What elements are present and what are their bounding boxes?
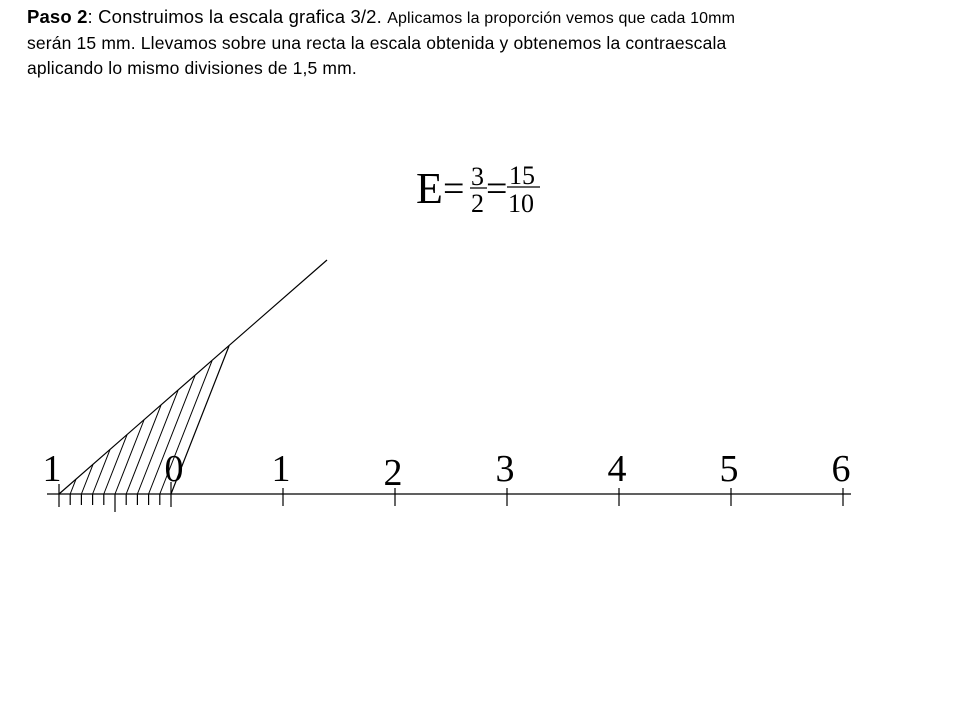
- step-colon: :: [87, 6, 99, 27]
- formula-den-2: 10: [508, 189, 534, 218]
- parallel-line-4: [104, 435, 127, 494]
- label-6: 6: [831, 448, 851, 490]
- scale-labels: [43, 448, 851, 494]
- formula-equals-1: =: [443, 168, 465, 210]
- step-line2: serán 15 mm. Llevamos sobre una recta la escala obtenida y obtenemos la contraescala: [27, 33, 727, 53]
- counter-label-1: 1: [42, 448, 62, 490]
- formula-e: E: [416, 164, 443, 213]
- formula-den-1: 2: [471, 189, 484, 218]
- formula-equals-2: =: [486, 168, 508, 210]
- label-3: 3: [495, 448, 515, 490]
- step-line3: aplicando lo mismo divisiones de 1,5 mm.: [27, 58, 357, 78]
- label-4: 4: [607, 448, 627, 490]
- parallel-line-3: [93, 450, 110, 494]
- step-title: Paso 2: [27, 6, 88, 27]
- label-1: 1: [271, 448, 291, 490]
- formula-num-2: 15: [509, 161, 535, 190]
- label-2: 2: [383, 452, 403, 494]
- parallel-line-6: [126, 405, 161, 494]
- formula-num-1: 3: [471, 162, 484, 191]
- parallel-line-5: [115, 420, 144, 494]
- step-line1-rest: Aplicamos la proporción vemos que cada 10mm: [387, 10, 736, 27]
- step-lead: Construimos la escala grafica 3/2.: [98, 6, 388, 27]
- scale-formula: [416, 161, 540, 218]
- label-5: 5: [719, 448, 739, 490]
- label-0: 0: [164, 448, 184, 490]
